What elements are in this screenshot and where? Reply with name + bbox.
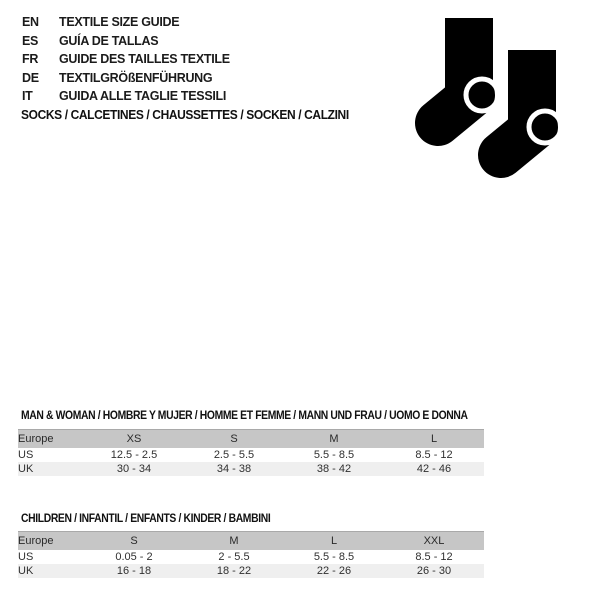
language-code: DE xyxy=(22,70,39,85)
size-table-man-woman xyxy=(18,429,484,476)
header-row xyxy=(18,430,484,448)
column-header-s: S xyxy=(84,532,184,550)
table-row-uk xyxy=(18,564,484,578)
cell: 0.05 - 2 xyxy=(115,550,153,563)
row-label: UK xyxy=(18,564,34,577)
language-row-fr xyxy=(22,50,230,69)
cell: 8.5 - 12 xyxy=(415,550,453,563)
language-code: FR xyxy=(22,52,39,67)
language-label: TEXTILE SIZE GUIDE xyxy=(59,15,180,29)
column-header-s: S xyxy=(184,430,284,448)
cell: 38 - 42 xyxy=(316,462,352,475)
language-label: GUÍA DE TALLAS xyxy=(59,33,159,48)
socks-icon xyxy=(405,12,565,182)
table-row-uk xyxy=(18,462,484,476)
language-list xyxy=(22,13,230,106)
cell: 22 - 26 xyxy=(316,564,352,577)
column-header-m: M xyxy=(184,532,284,550)
cell: 2 - 5.5 xyxy=(218,550,250,563)
language-row-es xyxy=(22,32,230,51)
header-row xyxy=(18,532,484,550)
cell: 12.5 - 2.5 xyxy=(110,448,158,461)
cell: 8.5 - 12 xyxy=(415,448,453,461)
language-row-de xyxy=(22,69,230,88)
column-header-l: L xyxy=(384,430,484,448)
row-label: US xyxy=(18,448,34,461)
cell: 5.5 - 8.5 xyxy=(313,448,355,461)
table-title-man-woman: MAN & WOMAN / HOMBRE Y MUJER / HOMME ET FEMME / MANN UND FRAU / UOMO E DONNA xyxy=(21,410,468,422)
language-code: ES xyxy=(22,33,39,48)
language-label: GUIDE DES TAILLES TEXTILE xyxy=(59,52,230,67)
language-row-en xyxy=(22,13,230,32)
cell: 34 - 38 xyxy=(216,462,252,475)
cell: 30 - 34 xyxy=(116,462,152,475)
cell: 26 - 30 xyxy=(416,564,452,577)
size-table-children xyxy=(18,531,484,578)
language-label: GUIDA ALLE TAGLIE TESSILI xyxy=(59,89,227,104)
sock-right-icon xyxy=(501,50,561,155)
language-row-it xyxy=(22,87,230,106)
column-header-europe: Europe xyxy=(18,532,84,550)
column-header-l: L xyxy=(284,532,384,550)
language-code: EN xyxy=(22,15,39,29)
language-label: TEXTILGRÖßENFÜHRUNG xyxy=(59,70,213,85)
table-title-children: CHILDREN / INFANTIL / ENFANTS / KINDER / BAMBINI xyxy=(21,513,271,525)
cell: 2.5 - 5.5 xyxy=(213,448,255,461)
column-header-xxl: XXL xyxy=(384,532,484,550)
row-label: UK xyxy=(18,462,34,475)
cell: 42 - 46 xyxy=(416,462,452,475)
category-title: SOCKS / CALCETINES / CHAUSSETTES / SOCKEN / CALZINI xyxy=(21,108,349,122)
sock-left-icon xyxy=(438,18,498,123)
column-header-xs: XS xyxy=(84,430,184,448)
row-label: US xyxy=(18,550,34,563)
table-row-us xyxy=(18,448,484,462)
cell: 5.5 - 8.5 xyxy=(313,550,355,563)
column-header-m: M xyxy=(284,430,384,448)
cell: 16 - 18 xyxy=(116,564,152,577)
column-header-europe: Europe xyxy=(18,430,84,448)
language-code: IT xyxy=(22,89,33,104)
table-row-us xyxy=(18,550,484,564)
cell: 18 - 22 xyxy=(216,564,252,577)
